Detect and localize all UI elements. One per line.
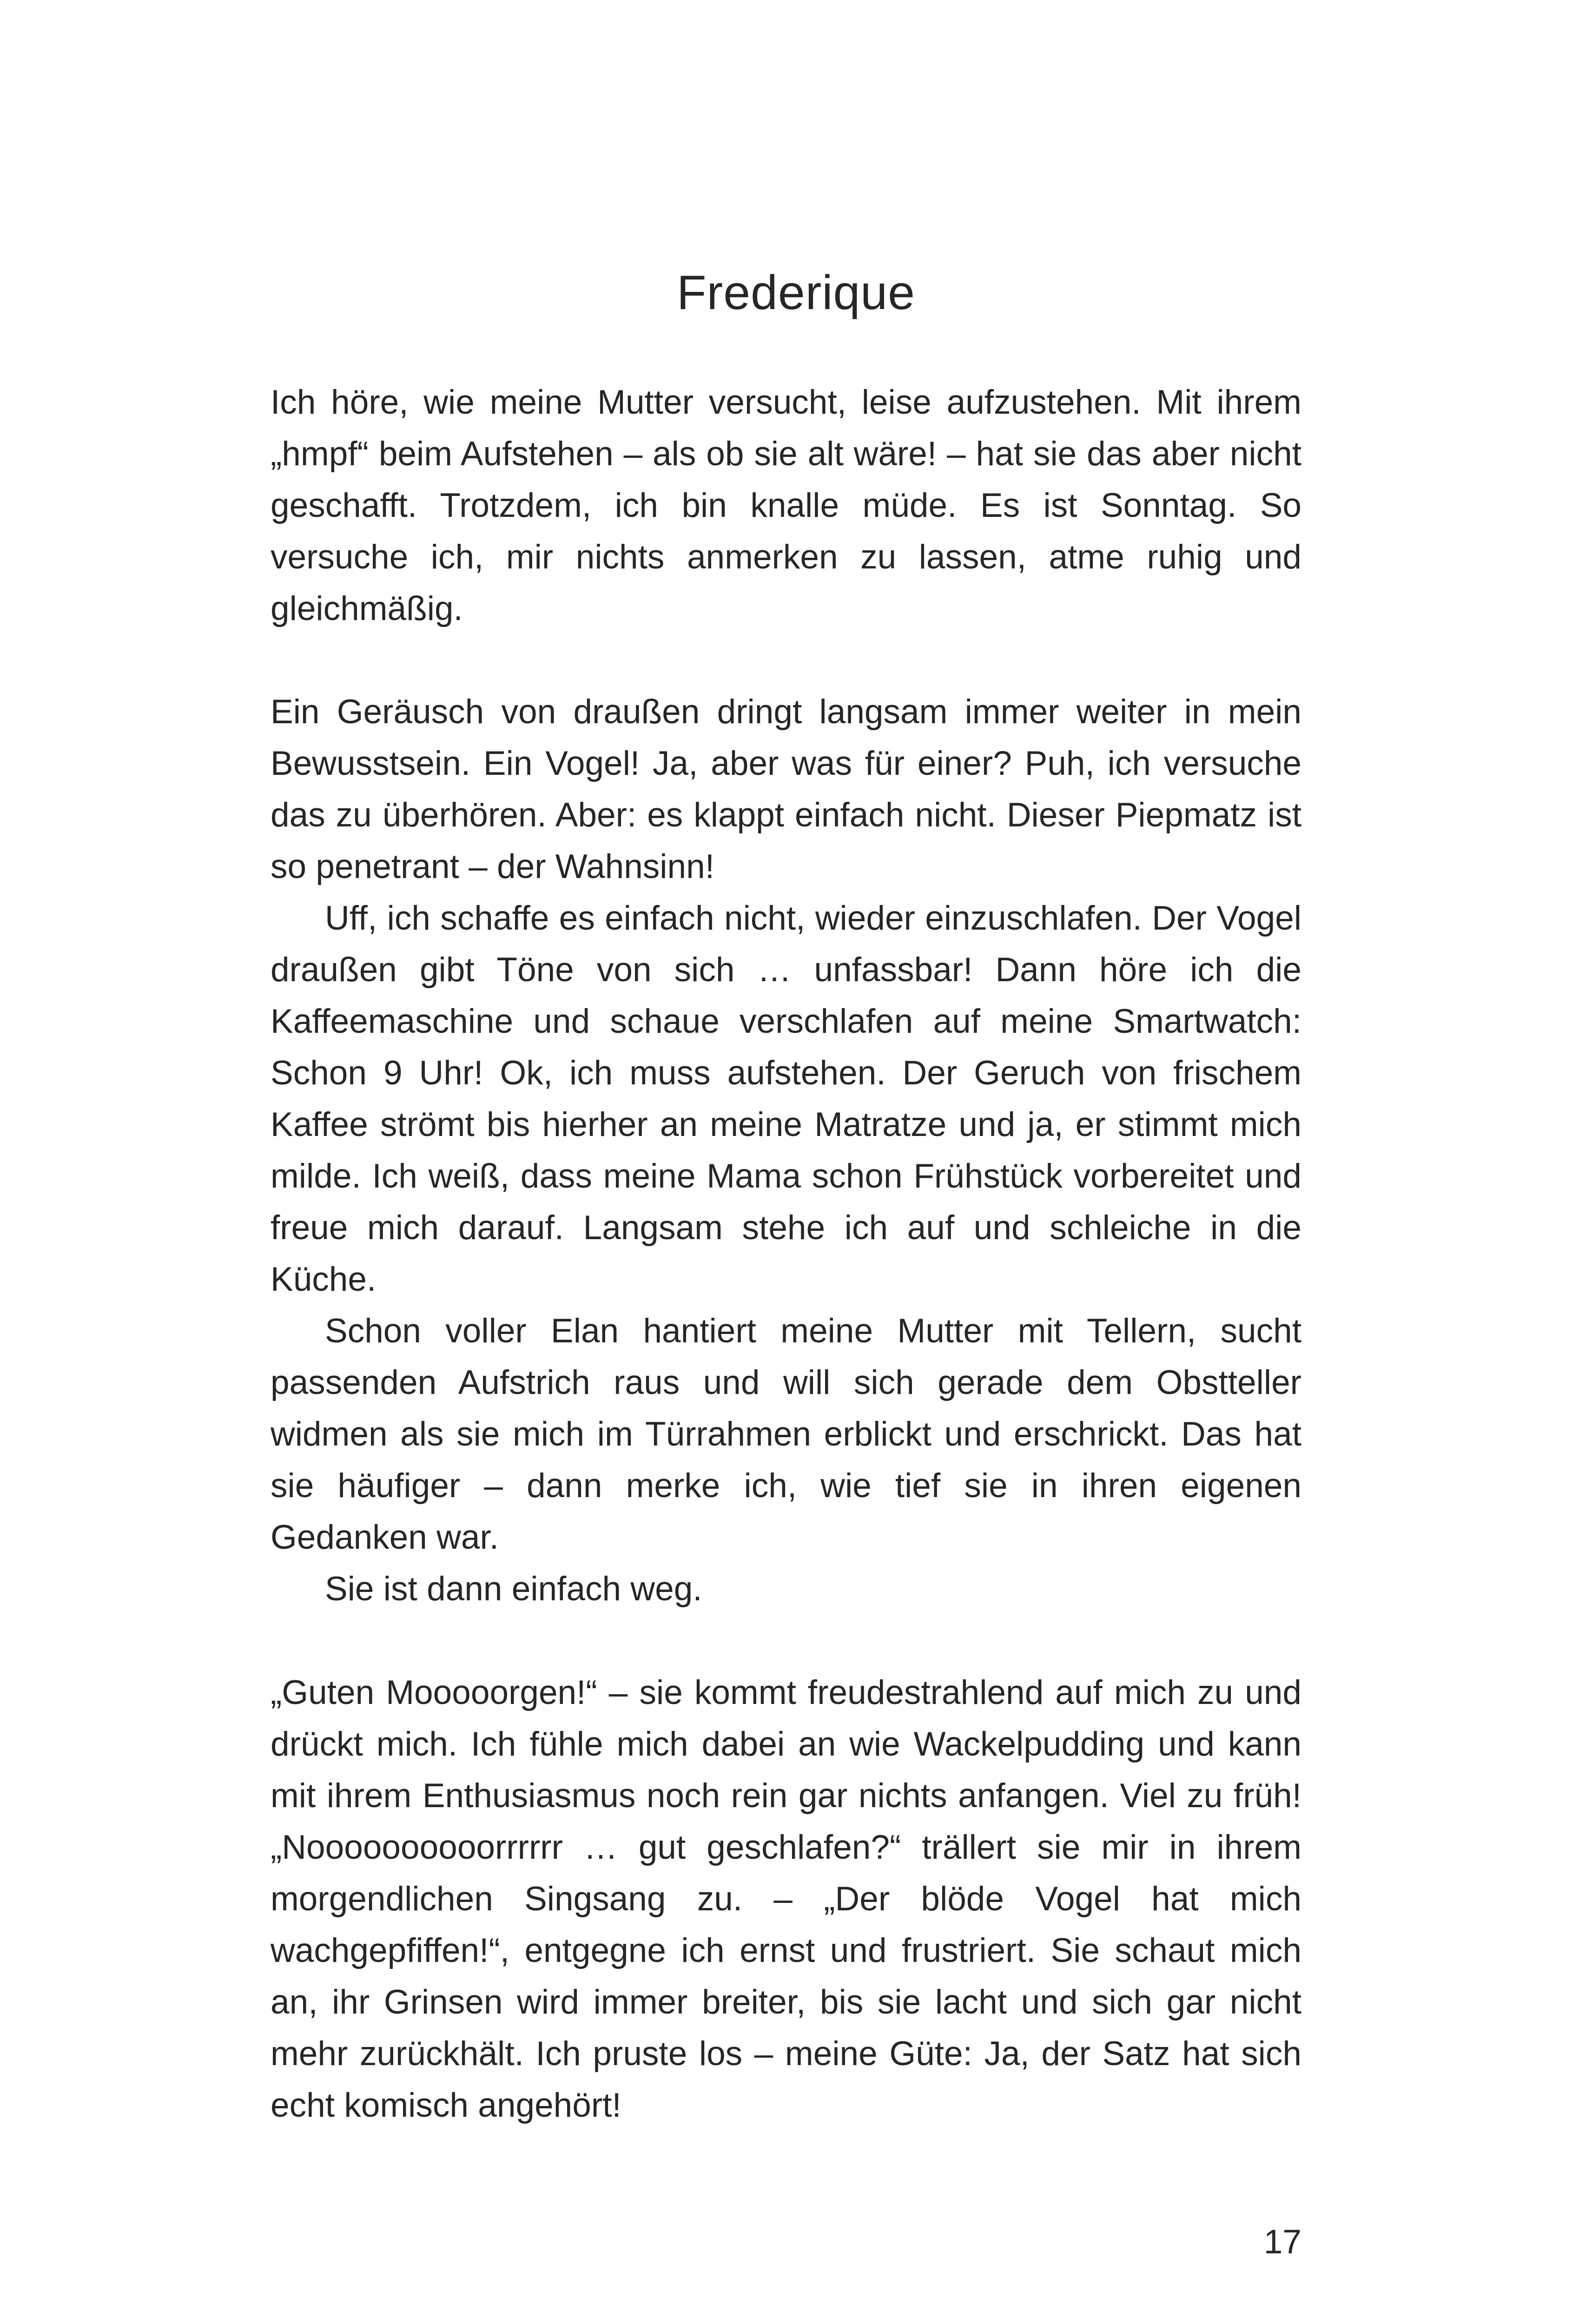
paragraph: Ich höre, wie meine Mutter versucht, leise aufzustehen. Mit ihrem „hmpf“ beim Aufstehen – als ob sie alt wäre! – hat sie das aber nicht geschafft. Trotzdem, ich bin knalle müde. Es ist Sonntag. So versuche ich, mir nichts anmerken zu lassen, atme ruhig und gleichmäßig. xyxy=(271,383,1301,627)
chapter-title: Frederique xyxy=(677,266,915,320)
text-section-3 xyxy=(271,1667,1301,2131)
text-section-2 xyxy=(271,686,1301,1615)
paragraph: Ein Geräusch von draußen dringt langsam immer weiter in mein Bewusstsein. Ein Vogel! Ja, aber was für einer? Puh, ich versuche das zu überhören. Aber: es klappt einfach nicht. Dieser Piepmatz ist so penetrant – der Wahnsinn! xyxy=(271,693,1301,885)
paragraph: Schon voller Elan hantiert meine Mutter mit Tellern, sucht passenden Aufstrich raus und will sich gerade dem Obstteller widmen als sie mich im Türrahmen erblickt und erschrickt. Das hat sie häufiger – dann merke ich, wie tief sie in ihren eigenen Gedanken war. xyxy=(271,1312,1301,1556)
paragraph: „Guten Mooooorgen!“ – sie kommt freudestrahlend auf mich zu und drückt mich. Ich fühle mich dabei an wie Wackelpudding und kann mit ihrem Enthusiasmus noch rein gar nichts anfangen. Viel zu früh! „Noooooooooorrrrrr … gut geschlafen?“ trällert sie mir in ihrem morgendlichen Singsang zu. – „Der blöde Vogel hat mich wachgepfiffen!“, entgegne ich ernst und frustriert. Sie schaut mich an, ihr Grinsen wird immer breiter, bis sie lacht und sich gar nicht mehr zurückhält. Ich pruste los – meine Güte: Ja, der Satz hat sich echt komisch angehört! xyxy=(271,1674,1301,2124)
text-section-1 xyxy=(271,376,1301,634)
page-number: 17 xyxy=(1263,2223,1301,2261)
paragraph: Uff, ich schaffe es einfach nicht, wieder einzuschlafen. Der Vogel draußen gibt Töne von sich … unfassbar! Dann höre ich die Kaffeemaschine und schaue verschlafen auf meine Smartwatch: Schon 9 Uhr! Ok, ich muss aufstehen. Der Geruch von frischem Kaffee strömt bis hierher an meine Matratze und ja, er stimmt mich milde. Ich weiß, dass meine Mama schon Frühstück vorbereitet und freue mich darauf. Langsam stehe ich auf und schleiche in die Küche. xyxy=(271,899,1301,1298)
paragraph: Sie ist dann einfach weg. xyxy=(325,1570,702,1608)
